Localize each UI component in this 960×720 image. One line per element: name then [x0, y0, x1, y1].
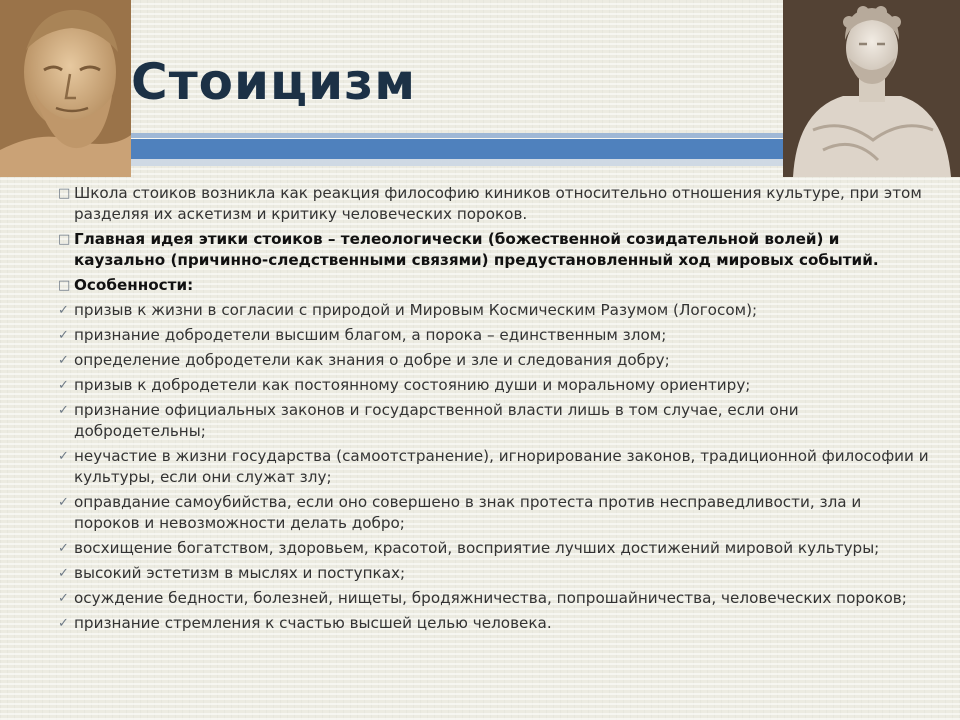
checkmark-bullet-icon: ✓ — [58, 303, 69, 318]
checkmark-bullet-icon: ✓ — [58, 495, 69, 510]
list-item-text: Школа стоиков возникла как реакция философию киников относительно отношения культуре, при этом разделяя их аскетизм и критику человеческих пороков. — [74, 184, 922, 223]
list-item-text: призыв к жизни в согласии с природой и Мировым Космическим Разумом (Логосом); — [74, 301, 758, 319]
list-item-text: определение добродетели как знания о добре и зле и следования добру; — [74, 351, 670, 369]
list-item — [58, 563, 930, 584]
title-underline-shadow — [131, 159, 783, 166]
list-item-text: признание добродетели высшим благом, а порока – единственным злом; — [74, 326, 667, 344]
checkmark-bullet-icon: ✓ — [58, 449, 69, 464]
list-item — [58, 375, 930, 396]
square-bullet-icon: □ — [58, 278, 71, 293]
list-item — [58, 613, 930, 634]
checkmark-bullet-icon: ✓ — [58, 541, 69, 556]
title-underline-light — [131, 133, 783, 138]
list-item — [58, 538, 930, 559]
checkmark-bullet-icon: ✓ — [58, 566, 69, 581]
list-item — [58, 492, 930, 534]
list-item-text: осуждение бедности, болезней, нищеты, бродяжничества, попрошайничества, человеческих пороков; — [74, 589, 907, 607]
list-item-text: оправдание самоубийства, если оно совершено в знак протеста против несправедливости, зла и пороков и невозможности делать добро; — [74, 493, 862, 532]
list-item — [58, 588, 930, 609]
list-item — [58, 183, 930, 225]
philosopher-bust-image — [0, 0, 131, 177]
square-bullet-icon: □ — [58, 232, 71, 247]
list-item — [58, 275, 930, 296]
checkmark-bullet-icon: ✓ — [58, 616, 69, 631]
list-item-text: высокий эстетизм в мыслях и поступках; — [74, 564, 406, 582]
list-item — [58, 446, 930, 488]
list-item — [58, 300, 930, 321]
slide-title: Стоицизм — [131, 53, 417, 111]
list-item-text: признание стремления к счастью высшей целью человека. — [74, 614, 552, 632]
list-item — [58, 350, 930, 371]
marcus-aurelius-bust-image — [783, 0, 960, 177]
square-bullet-icon: □ — [58, 186, 71, 201]
list-item-text: восхищение богатством, здоровьем, красотой, восприятие лучших достижений мировой культуры; — [74, 539, 880, 557]
title-underline-bar — [131, 139, 783, 159]
list-item-text: неучастие в жизни государства (самоотстранение), игнорирование законов, традиционной философии и культуры, если они служат злу; — [74, 447, 929, 486]
list-item — [58, 400, 930, 442]
checkmark-bullet-icon: ✓ — [58, 353, 69, 368]
list-item — [58, 229, 930, 271]
checkmark-bullet-icon: ✓ — [58, 328, 69, 343]
list-item — [58, 325, 930, 346]
checkmark-bullet-icon: ✓ — [58, 403, 69, 418]
list-item-text: Особенности: — [74, 276, 194, 294]
list-item-text: Главная идея этики стоиков – телеологически (божественной созидательной волей) и каузально (причинно-следственными связями) предустановленный ход мировых событий. — [74, 230, 879, 269]
checkmark-bullet-icon: ✓ — [58, 378, 69, 393]
checkmark-bullet-icon: ✓ — [58, 591, 69, 606]
list-item-text: призыв к добродетели как постоянному состоянию души и моральному ориентиру; — [74, 376, 751, 394]
bullet-list — [58, 183, 930, 638]
list-item-text: признание официальных законов и государственной власти лишь в том случае, если они добродетельны; — [74, 401, 799, 440]
